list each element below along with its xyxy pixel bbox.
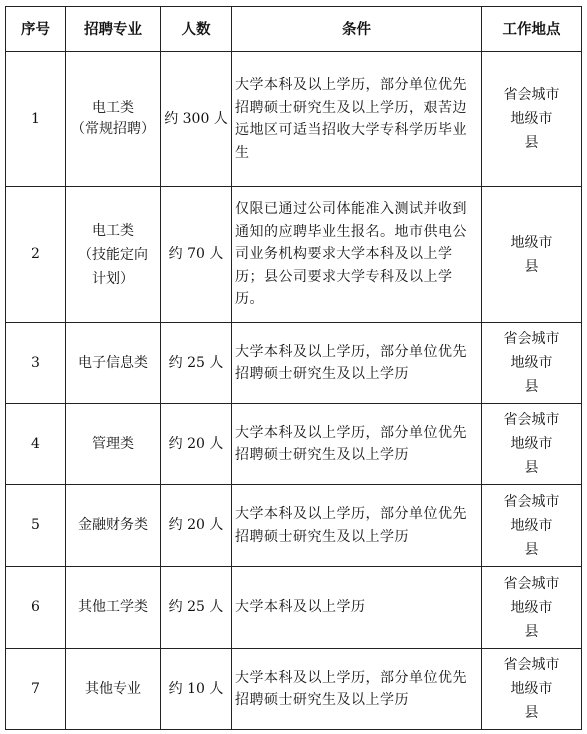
location-line: 省会城市 [503, 87, 560, 103]
major-line: 计划） [92, 270, 134, 287]
major-line: 金融财务类 [78, 517, 148, 533]
row-location [482, 404, 582, 485]
row-condition: 大学本科及以上学历，部分单位优先招聘硕士研究生及以上学历 [232, 404, 482, 485]
row-major [66, 485, 161, 567]
row-no: 7 [6, 649, 66, 730]
location-line: 县 [524, 460, 539, 476]
location-line: 地级市 [510, 234, 553, 251]
row-condition: 大学本科及以上学历，部分单位优先招聘硕士研究生及以上学历，艰苦边远地区可适当招收大学专科学历毕业生 [232, 52, 482, 187]
row-major [66, 187, 161, 323]
row-location [482, 52, 582, 187]
location-line: 县 [524, 705, 539, 721]
location-line: 地级市 [510, 681, 553, 697]
row-count: 约 300 人 [161, 52, 232, 187]
location-line: 省会城市 [503, 331, 560, 347]
location-line: 省会城市 [503, 493, 560, 510]
table-row [6, 404, 582, 485]
row-count: 约 20 人 [161, 485, 232, 567]
row-location [482, 187, 582, 323]
row-location [482, 649, 582, 730]
header-major: 招聘专业 [66, 7, 161, 52]
table-row [6, 323, 582, 404]
table-row [6, 52, 582, 187]
major-line: （技能定向 [78, 246, 148, 263]
header-no: 序号 [6, 7, 66, 52]
location-line: 县 [524, 623, 539, 640]
table-row [6, 485, 582, 567]
row-count: 约 25 人 [161, 323, 232, 404]
location-line: 县 [524, 135, 539, 151]
row-major [66, 404, 161, 485]
row-no: 5 [6, 485, 66, 567]
table-row [6, 187, 582, 323]
location-line: 地级市 [510, 111, 553, 127]
recruitment-table [5, 6, 582, 730]
header-count: 人数 [161, 7, 232, 52]
major-line: （常规招聘） [71, 121, 155, 137]
major-line: 其他专业 [85, 680, 141, 697]
row-count: 约 25 人 [161, 567, 232, 649]
row-condition: 仅限已通过公司体能准入测试并收到通知的应聘毕业生报名。地市供电公司业务机构要求大学本科及以上学历；县公司要求大学专科及以上学历。 [232, 187, 482, 323]
row-location [482, 323, 582, 404]
table-row [6, 567, 582, 649]
major-line: 其他工学类 [78, 599, 148, 615]
row-condition: 大学本科及以上学历，部分单位优先招聘硕士研究生及以上学历 [232, 323, 482, 404]
location-line: 地级市 [510, 517, 553, 534]
major-line: 电工类 [92, 100, 134, 116]
row-major [66, 52, 161, 187]
row-count: 约 10 人 [161, 649, 232, 730]
location-line: 县 [524, 541, 539, 558]
row-major [66, 649, 161, 730]
row-major [66, 323, 161, 404]
row-no: 1 [6, 52, 66, 187]
location-line: 地级市 [510, 436, 553, 452]
row-condition: 大学本科及以上学历，部分单位优先招聘硕士研究生及以上学历 [232, 485, 482, 567]
location-line: 省会城市 [503, 412, 560, 428]
location-line: 县 [524, 258, 539, 275]
row-condition: 大学本科及以上学历 [232, 567, 482, 649]
row-no: 6 [6, 567, 66, 649]
location-line: 地级市 [510, 599, 553, 616]
row-count: 约 70 人 [161, 187, 232, 323]
row-count: 约 20 人 [161, 404, 232, 485]
row-no: 3 [6, 323, 66, 404]
location-line: 省会城市 [503, 575, 560, 592]
major-line: 电子信息类 [78, 354, 148, 371]
major-line: 管理类 [92, 435, 134, 452]
row-condition: 大学本科及以上学历，部分单位优先招聘硕士研究生及以上学历 [232, 649, 482, 730]
row-no: 2 [6, 187, 66, 323]
row-location [482, 485, 582, 567]
row-major [66, 567, 161, 649]
header-location: 工作地点 [482, 7, 582, 52]
location-line: 地级市 [510, 355, 553, 371]
table-row [6, 649, 582, 730]
row-no: 4 [6, 404, 66, 485]
header-row [6, 7, 582, 52]
major-line: 电工类 [92, 222, 134, 239]
header-condition: 条件 [232, 7, 482, 52]
location-line: 省会城市 [503, 657, 560, 673]
row-location [482, 567, 582, 649]
location-line: 县 [524, 379, 539, 395]
